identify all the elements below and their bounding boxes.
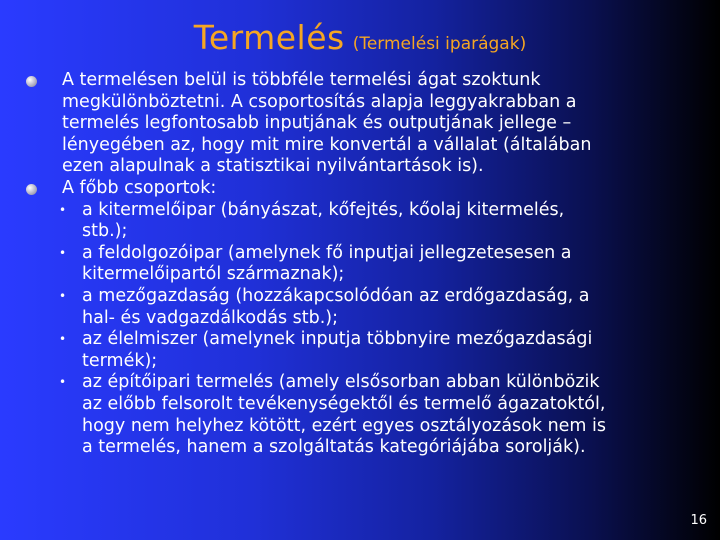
subbullet-line: stb.); (82, 221, 128, 242)
subbullet-item (24, 200, 704, 243)
subbullet-line: az előbb felsorolt tevékenységektől és termelő ágazatoktól, (82, 393, 606, 414)
title-main: Termelés (193, 18, 345, 57)
subbullet-item (24, 243, 704, 286)
subbullet-line: hal- és vadgazdálkodás stb.); (82, 307, 339, 328)
bullet-line: megkülönböztetni. A csoportosítás alapja leggyakrabban a (62, 91, 577, 112)
subbullet-line: kitermelőipartól származnak); (82, 264, 345, 285)
subbullet-line: a kitermelőipar (bányászat, kőfejtés, kőolaj kitermelés, (82, 199, 565, 220)
subbullet-line: termék); (82, 350, 158, 371)
bullet-item (24, 178, 704, 200)
subbullet-dot-icon: • (59, 375, 67, 390)
slide-title (0, 18, 720, 57)
subbullet-dot-icon: • (59, 245, 67, 260)
subbullet-item (24, 329, 704, 372)
slide-content (24, 70, 704, 459)
title-subtitle: (Termelési iparágak) (352, 34, 527, 54)
bullet-sphere-icon (26, 184, 37, 195)
bullet-line: A főbb csoportok: (62, 177, 217, 198)
subbullet-dot-icon: • (59, 202, 67, 217)
subbullet-dot-icon: • (59, 288, 67, 303)
subbullet-dot-icon: • (59, 332, 67, 347)
bullet-line: lényegében az, hogy mit mire konvertál a vállalat (általában (62, 134, 592, 155)
subbullet-line: hogy nem helyhez kötött, ezért egyes osztályozások nem is (82, 415, 607, 436)
bullet-sphere-icon (26, 76, 37, 87)
subbullet-line: az élelmiszer (amelynek inputja többnyire mezőgazdasági (82, 329, 593, 350)
bullet-line: A termelésen belül is többféle termelési ágat szoktunk (62, 70, 541, 90)
bullet-line: ezen alapulnak a statisztikai nyilvántartások is). (62, 156, 484, 177)
bullet-item (24, 70, 704, 178)
bullet-line: termelés legfontosabb inputjának és outputjának jellege – (62, 113, 572, 134)
subbullet-item (24, 286, 704, 329)
subbullet-line: az építőipari termelés (amely elsősorban abban különbözik (82, 372, 600, 393)
subbullet-line: a feldolgozóipar (amelynek fő inputjai jellegzetesesen a (82, 242, 572, 263)
subbullet-line: a mezőgazdaság (hozzákapcsolódóan az erdőgazdaság, a (82, 285, 590, 306)
page-number: 16 (690, 513, 707, 528)
subbullet-line: a termelés, hanem a szolgáltatás kategóriájába sorolják). (82, 437, 586, 458)
subbullet-item (24, 372, 704, 458)
